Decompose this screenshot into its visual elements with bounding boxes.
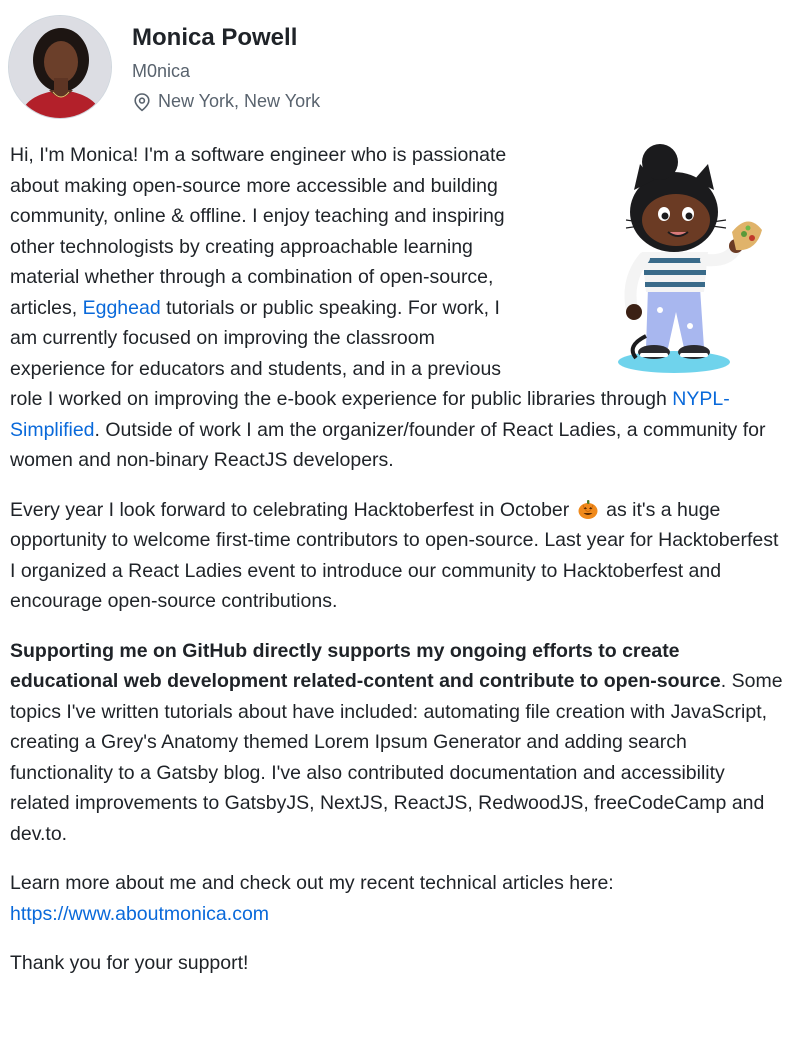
bio-p3-text: . Some topics I've written tutorials about have included: automating file creation with JavaScript, creating a Grey's Anatomy themed Lorem Ipsum Generator and adding search functionality to a Gatsby blog. I've also contributed documentation and accessibility related improvements to GatsbyJS, NextJS, ReactJS, RedwoodJS, freeCodeCamp and dev.to. xyxy=(10,670,783,845)
bio-p3-bold: Supporting me on GitHub directly supports my ongoing efforts to create educational web development related-content and contribute to open-source xyxy=(10,639,721,692)
nypl-simplified-link[interactable]: NYPL-Simplified xyxy=(10,388,730,441)
avatar[interactable] xyxy=(8,15,112,119)
avatar-photo xyxy=(9,16,112,119)
bio-p1-text-b: tutorials or public speaking. For work, I am currently focused on improving the classroom experience for educators and students, and in a previous role I worked on improving the e-book experience for public libraries through xyxy=(10,296,673,410)
profile-login: M0nica xyxy=(132,61,191,81)
bio-p1-text-a: Hi, I'm Monica! I'm a software engineer who is passionate about making open-source more accessible and building community, online & offline. I enjoy teaching and inspiring other technologists by creating approachable learning material whether through a combination of open-source, articles, xyxy=(10,144,507,319)
profile-header xyxy=(0,0,800,130)
bio-p2-text-b: as it's a huge opportunity to welcome first-time contributors to open-source. Last year for Hacktoberfest I organized a React Ladies event to introduce our community to Hacktoberfest and encourage open-source contributions. xyxy=(10,498,779,612)
bio-paragraph-3 xyxy=(10,636,788,850)
octocat-illustration xyxy=(596,140,776,380)
profile-location xyxy=(132,91,320,112)
sponsor-bio xyxy=(10,140,788,998)
bio-p4-text: Learn more about me and check out my recent technical articles here: xyxy=(10,872,614,894)
jack-o-lantern-icon xyxy=(577,498,599,520)
bio-p1-text-c: . Outside of work I am the organizer/founder of React Ladies, a community for women and non-binary ReactJS developers. xyxy=(10,418,766,471)
bio-paragraph-1 xyxy=(10,140,788,476)
bio-p5-text: Thank you for your support! xyxy=(10,952,249,974)
profile-name: Monica Powell xyxy=(132,24,298,51)
bio-paragraph-2 xyxy=(10,495,788,617)
location-pin-icon xyxy=(132,92,152,112)
bio-p2-text-a: Every year I look forward to celebrating Hacktoberfest in October xyxy=(10,498,570,521)
egghead-link[interactable]: Egghead xyxy=(82,296,161,319)
bio-paragraph-4 xyxy=(10,868,788,929)
aboutmonica-link[interactable]: https://www.aboutmonica.com xyxy=(10,902,270,925)
location-text: New York, New York xyxy=(158,91,321,111)
bio-paragraph-5 xyxy=(10,948,788,979)
